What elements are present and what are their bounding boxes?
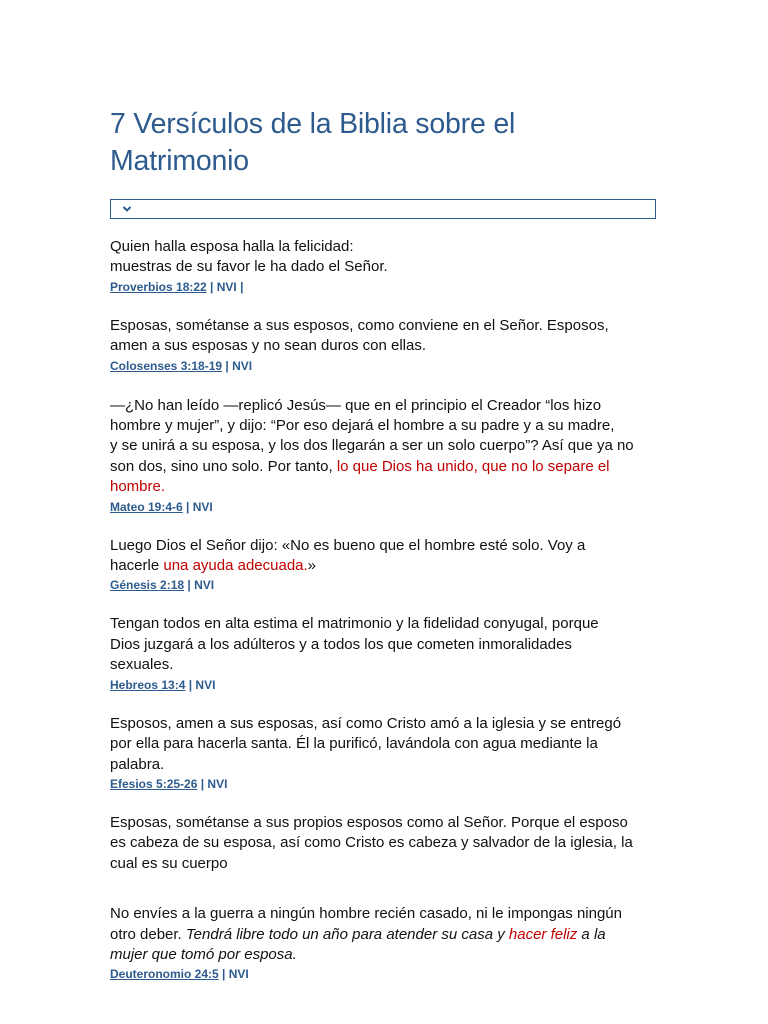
verse-segment: a la [577,925,606,943]
verse-segment: muestras de su favor le ha dado el Señor. [110,258,388,276]
verse-segment: sexuales. [110,656,174,674]
verse-block [110,614,650,693]
version-link[interactable]: NVI [232,358,253,373]
verse-segment: palabra. [110,755,165,773]
verse-line [110,457,650,477]
separator: | [206,279,217,294]
verse-text [110,316,650,357]
verse-segment: hacerle [110,557,164,575]
verse-line [110,614,650,634]
verse-line [110,635,650,655]
verse-segment: hacer feliz [508,925,578,943]
verse-segment: Esposas, sométanse a sus propios esposos como al Señor. Porque el esposo [110,813,628,831]
collapse-toggle[interactable] [110,199,656,219]
version-link[interactable]: NVI [228,967,249,982]
verse-segment: Dios juzgará a los adúlteros y a todos los que cometen inmoralidades [110,635,572,653]
verse-list [110,237,650,983]
separator: | [182,499,193,514]
chevron-down-icon [122,204,132,214]
trailing-separator: | [236,279,244,294]
verse-reference [110,577,650,594]
verse-reference [110,499,650,516]
verse-line [110,416,650,436]
verse-segment: otro deber. [110,925,186,943]
verse-text [110,813,650,874]
verse-block [110,813,650,874]
verse-line [110,833,650,853]
verse-line [110,257,650,277]
reference-link[interactable]: Colosenses 3:18-19 [110,358,223,373]
verse-segment: lo que Dios ha unido, que no lo separe el [336,457,610,475]
verse-text [110,614,650,675]
verse-reference [110,776,650,793]
verse-segment: cual es su cuerpo [110,854,228,872]
verse-segment: Quien halla esposa halla la felicidad: [110,238,354,255]
verse-segment: hombre y mujer”, y dijo: “Por eso dejará el hombre a su padre y a su madre, [110,417,615,435]
verse-segment: No envíes a la guerra a ningún hombre recién casado, ni le impongas ningún [110,905,622,923]
separator: | [218,967,229,982]
separator: | [185,677,196,692]
page-title [110,106,650,180]
verse-text [110,396,650,498]
version-link[interactable]: NVI [192,499,213,514]
verse-reference [110,966,650,983]
verse-segment: Luego Dios el Señor dijo: «No es bueno que el hombre esté solo. Voy a [110,536,586,554]
verse-block [110,316,650,375]
verse-line [110,336,650,356]
verse-reference [110,279,650,296]
version-link[interactable]: NVI [216,279,237,294]
version-link[interactable]: NVI [207,776,228,791]
verse-line [110,396,650,416]
verse-line [110,734,650,754]
verse-line [110,813,650,833]
verse-segment: son dos, sino uno solo. Por tanto, [110,457,337,475]
verse-segment: Esposos, amen a sus esposas, así como Cristo amó a la iglesia y se entregó [110,714,622,732]
verse-line [110,945,650,965]
verse-segment: por ella para hacerla santa. Él la purificó, lavándola con agua mediante la [110,735,598,753]
version-link[interactable]: NVI [194,578,215,593]
verse-reference [110,358,650,375]
verse-block [110,237,650,296]
verse-segment: Tengan todos en alta estima el matrimonio y la fidelidad conyugal, porque [110,615,599,633]
verse-segment: hombre. [110,478,166,496]
verse-reference [110,677,650,694]
verse-line [110,477,650,497]
verse-line [110,854,650,874]
title-line: 7 Versículos de la Biblia sobre el [110,108,516,140]
separator: | [197,776,208,791]
reference-link[interactable]: Deuteronomio 24:5 [110,967,219,982]
verse-segment: amen a sus esposas y no sean duros con ellas. [110,337,427,355]
verse-line [110,556,650,576]
title-line: Matrimonio [110,145,249,177]
verse-text [110,904,650,965]
verse-line [110,655,650,675]
verse-text [110,714,650,775]
verse-line [110,925,650,945]
verse-segment: mujer que tomó por esposa. [110,945,297,963]
verse-line [110,436,650,456]
verse-segment: Tendrá libre todo un año para atender su casa y [185,925,509,943]
verse-text [110,536,650,577]
verse-line [110,536,650,556]
verse-block [110,396,650,516]
verse-block [110,904,650,983]
reference-link[interactable]: Hebreos 13:4 [110,677,186,692]
reference-link[interactable]: Proverbios 18:22 [110,279,207,294]
verse-segment: y se unirá a su esposa, y los dos llegarán a ser un solo cuerpo”? Así que ya no [110,437,634,455]
verse-line [110,755,650,775]
verse-line [110,237,650,257]
verse-segment: una ayuda adecuada. [163,557,308,575]
verse-block [110,536,650,595]
separator: | [222,358,233,373]
version-link[interactable]: NVI [195,677,216,692]
verse-segment: » [307,557,317,575]
reference-link[interactable]: Efesios 5:25-26 [110,776,198,791]
reference-link[interactable]: Génesis 2:18 [110,578,185,593]
separator: | [184,578,195,593]
verse-line [110,316,650,336]
verse-segment: —¿No han leído —replicó Jesús— que en el principio el Creador “los hizo [110,396,602,414]
verse-text [110,237,650,278]
verse-segment: Esposas, sométanse a sus esposos, como conviene en el Señor. Esposos, [110,316,609,334]
document-page [110,106,650,983]
verse-segment: es cabeza de su esposa, así como Cristo es cabeza y salvador de la iglesia, la [110,834,633,852]
verse-block [110,714,650,793]
reference-link[interactable]: Mateo 19:4-6 [110,499,183,514]
verse-line [110,904,650,924]
verse-line [110,714,650,734]
